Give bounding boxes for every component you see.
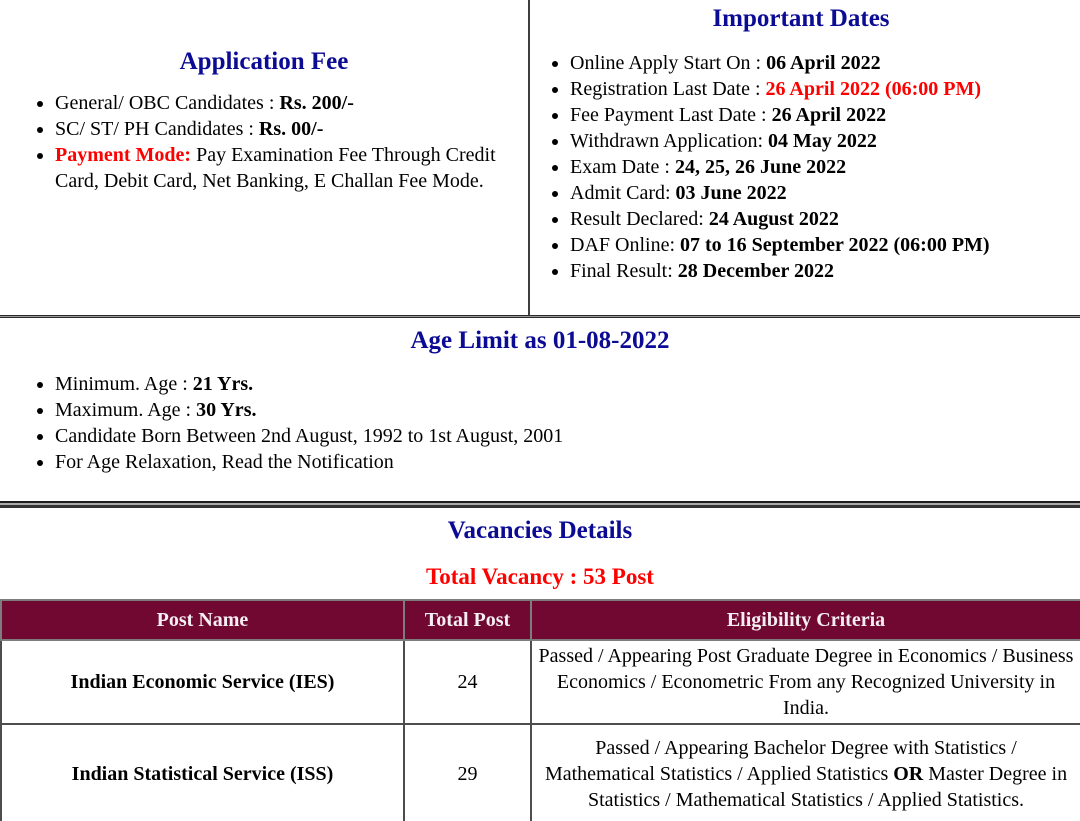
- payment-mode-label: Payment Mode:: [55, 144, 192, 166]
- top-columns: [0, 0, 1080, 315]
- important-dates-section: [530, 0, 1080, 315]
- important-dates-list: [530, 50, 1072, 284]
- date-item-fee-payment-last: [570, 102, 1072, 128]
- table-row-ies: [1, 640, 1080, 724]
- fee-item-payment-mode: [55, 142, 528, 194]
- fee-item-label: SC/ ST/ PH Candidates :: [55, 118, 259, 140]
- date-label: Result Declared:: [570, 208, 709, 230]
- date-value: 04 May 2022: [768, 130, 877, 152]
- age-limit-title: Age Limit as 01-08-2022: [410, 327, 670, 354]
- eligibility-or: OR: [893, 763, 924, 785]
- age-text: For Age Relaxation, Read the Notification: [55, 451, 394, 473]
- date-value: 24 August 2022: [708, 208, 839, 230]
- date-item-result-declared: [570, 206, 1072, 232]
- fee-item-label: General/ OBC Candidates :: [55, 92, 280, 114]
- column-header-eligibility: Eligibility Criteria: [531, 600, 1080, 640]
- fee-item-value: Rs. 00/-: [258, 118, 324, 140]
- date-label: Registration Last Date :: [570, 78, 766, 100]
- age-limit-section: [0, 318, 1080, 475]
- date-label: DAF Online:: [570, 234, 680, 256]
- date-value: 28 December 2022: [677, 260, 835, 282]
- column-header-post-name: Post Name: [1, 600, 404, 640]
- age-text: Candidate Born Between 2nd August, 1992 to 1st August, 2001: [55, 425, 564, 447]
- date-value: 07 to 16 September 2022 (06:00 PM): [680, 234, 990, 256]
- vacancy-table: [0, 599, 1080, 821]
- date-label: Admit Card:: [570, 182, 676, 204]
- age-value: 21 Yrs.: [192, 373, 254, 395]
- eligibility-text: Passed / Appearing Bachelor Degree with Statistics / Mathematical Statistics / Applied Statistics: [544, 737, 1017, 785]
- vacancies-section: [0, 508, 1080, 821]
- date-item-final-result: [570, 258, 1072, 284]
- date-label: Fee Payment Last Date :: [570, 104, 772, 126]
- eligibility-cell: [531, 724, 1080, 821]
- date-item-registration-last: [570, 76, 1072, 102]
- date-item-apply-start: [570, 50, 1072, 76]
- section-divider-thick: [0, 501, 1080, 508]
- date-label: Exam Date :: [570, 156, 675, 178]
- date-value: 24, 25, 26 June 2022: [674, 156, 847, 178]
- age-value: 30 Yrs.: [196, 399, 257, 421]
- date-item-daf-online: [570, 232, 1072, 258]
- date-item-withdrawn: [570, 128, 1072, 154]
- age-label: Maximum. Age :: [55, 399, 197, 421]
- eligibility-text: Master Degree in Statistics / Mathematical Statistics / Applied Statistics.: [587, 763, 1068, 811]
- fee-item-general-obc: [55, 90, 528, 116]
- post-name-cell: Indian Statistical Service (ISS): [1, 724, 404, 821]
- date-label: Withdrawn Application:: [570, 130, 769, 152]
- post-name-cell: Indian Economic Service (IES): [1, 640, 404, 724]
- table-row-iss: [1, 724, 1080, 821]
- eligibility-cell: Passed / Appearing Post Graduate Degree in Economics / Business Economics / Econometric From any Recognized University in India.: [531, 640, 1080, 724]
- total-post-cell: 29: [404, 724, 531, 821]
- date-value: 26 April 2022: [771, 104, 887, 126]
- date-value-highlighted: 26 April 2022 (06:00 PM): [765, 78, 982, 100]
- fee-item-value: Rs. 200/-: [279, 92, 354, 114]
- date-label: Online Apply Start On :: [570, 52, 767, 74]
- application-fee-title: Application Fee: [179, 48, 349, 75]
- application-fee-list: [0, 90, 528, 194]
- application-fee-section: [0, 0, 530, 315]
- date-value: 06 April 2022: [766, 52, 881, 74]
- payment-mode-text: Pay Examination Fee Through Credit Card, Debit Card, Net Banking, E Challan Fee Mode.: [55, 144, 496, 192]
- date-label: Final Result:: [570, 260, 678, 282]
- age-item-maximum: [55, 397, 1080, 423]
- table-header-row: [1, 600, 1080, 640]
- age-item-born-between: [55, 423, 1080, 449]
- total-post-cell: 24: [404, 640, 531, 724]
- total-vacancy: Total Vacancy : 53 Post: [426, 564, 654, 589]
- date-item-admit-card: [570, 180, 1072, 206]
- age-limit-list: [0, 371, 1080, 475]
- fee-item-sc-st-ph: [55, 116, 528, 142]
- important-dates-title: Important Dates: [712, 5, 890, 32]
- age-item-minimum: [55, 371, 1080, 397]
- date-value: 03 June 2022: [675, 182, 787, 204]
- age-label: Minimum. Age :: [55, 373, 193, 395]
- column-header-total-post: Total Post: [404, 600, 531, 640]
- date-item-exam-date: [570, 154, 1072, 180]
- vacancies-title: Vacancies Details: [447, 517, 633, 544]
- age-item-relaxation: [55, 449, 1080, 475]
